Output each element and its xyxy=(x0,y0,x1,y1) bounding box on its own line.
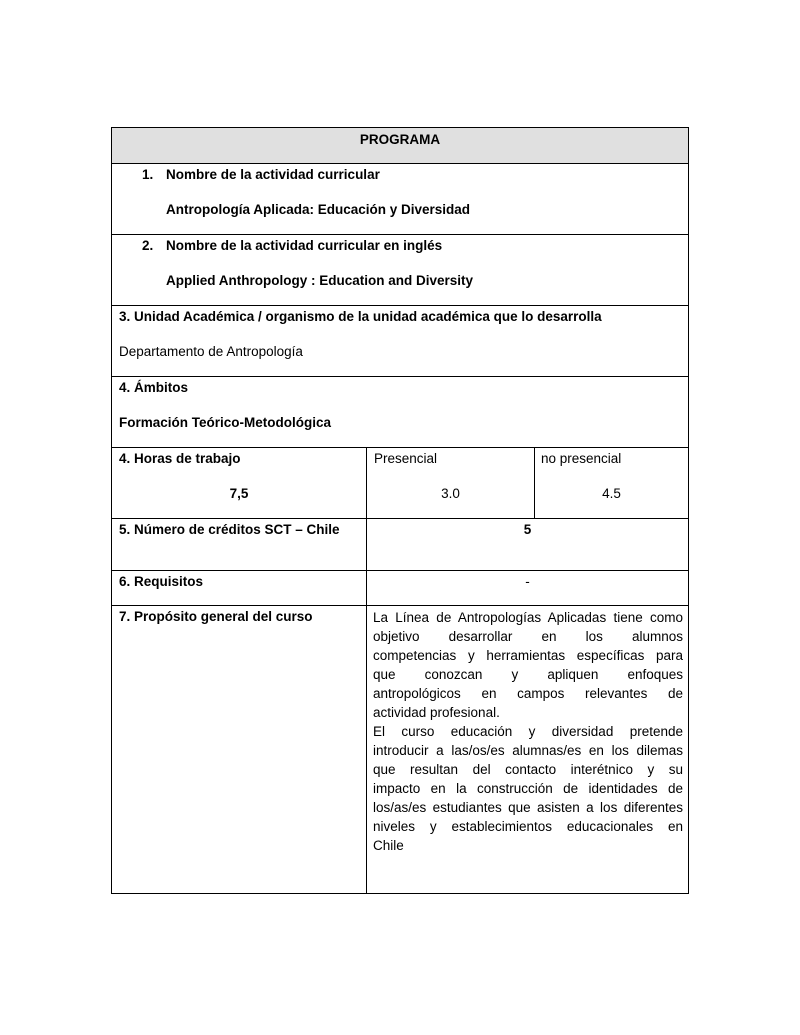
hours-total: 7,5 xyxy=(229,486,249,501)
purpose-line: El curso educación y diversidad pretende xyxy=(373,724,683,739)
section2-label: Nombre de la actividad curricular en inglés xyxy=(166,238,443,253)
section3-value: Departamento de Antropología xyxy=(119,344,303,359)
requisites-label: 6. Requisitos xyxy=(119,574,204,589)
section4-cell xyxy=(111,376,689,448)
presencial-cell xyxy=(366,447,535,519)
section1-value: Antropología Aplicada: Educación y Diversidad xyxy=(166,202,471,217)
no-presencial-value: 4.5 xyxy=(602,486,621,501)
section1-cell xyxy=(111,163,689,235)
purpose-line: que resultan del contacto interétnico y su xyxy=(373,762,683,777)
purpose-value-cell xyxy=(366,605,689,894)
requisites-label-cell xyxy=(111,570,367,606)
requisites-value: - xyxy=(525,574,530,589)
section3-cell xyxy=(111,305,689,377)
credits-value-cell xyxy=(366,518,689,571)
section4-label: 4. Ámbitos xyxy=(119,380,189,395)
header-cell xyxy=(111,127,689,164)
purpose-line: los/as/es estudiantes que asisten a los diferentes xyxy=(373,800,683,815)
purpose-line: La Línea de Antropologías Aplicadas tiene como xyxy=(373,610,683,625)
section2-value: Applied Anthropology : Education and Diversity xyxy=(166,273,474,288)
section1-number: 1. xyxy=(142,167,154,182)
credits-value: 5 xyxy=(523,522,532,537)
purpose-text xyxy=(373,608,683,855)
purpose-line: objetivo desarrollar en los alumnos xyxy=(373,629,683,644)
presencial-value: 3.0 xyxy=(441,486,460,501)
presencial-label: Presencial xyxy=(374,451,438,466)
credits-label-cell xyxy=(111,518,367,571)
purpose-line: que conozcan y apliquen enfoques xyxy=(373,667,683,682)
no-presencial-label: no presencial xyxy=(541,451,622,466)
hours-label: 4. Horas de trabajo xyxy=(119,451,241,466)
section3-label: 3. Unidad Académica / organismo de la unidad académica que lo desarrolla xyxy=(119,309,602,324)
purpose-line: introducir a las/os/es alumnas/es en los dilemas xyxy=(373,743,683,758)
section4-value: Formación Teórico-Metodológica xyxy=(119,415,332,430)
credits-label: 5. Número de créditos SCT – Chile xyxy=(119,522,340,537)
section1-label: Nombre de la actividad curricular xyxy=(166,167,380,182)
no-presencial-cell xyxy=(534,447,689,519)
purpose-label: 7. Propósito general del curso xyxy=(119,609,313,624)
purpose-line: niveles y establecimientos educacionales en xyxy=(373,819,683,834)
requisites-value-cell xyxy=(366,570,689,606)
purpose-line: actividad profesional. xyxy=(373,705,500,720)
section2-cell xyxy=(111,234,689,306)
section2-number: 2. xyxy=(142,238,154,253)
purpose-label-cell xyxy=(111,605,367,894)
purpose-line: Chile xyxy=(373,838,404,853)
purpose-line: antropológicos en campos relevantes de xyxy=(373,686,683,701)
hours-cell xyxy=(111,447,367,519)
header-title: PROGRAMA xyxy=(359,132,441,147)
purpose-line: competencias y herramientas específicas para xyxy=(373,648,683,663)
purpose-line: impacto en la construcción de identidades de xyxy=(373,781,683,796)
